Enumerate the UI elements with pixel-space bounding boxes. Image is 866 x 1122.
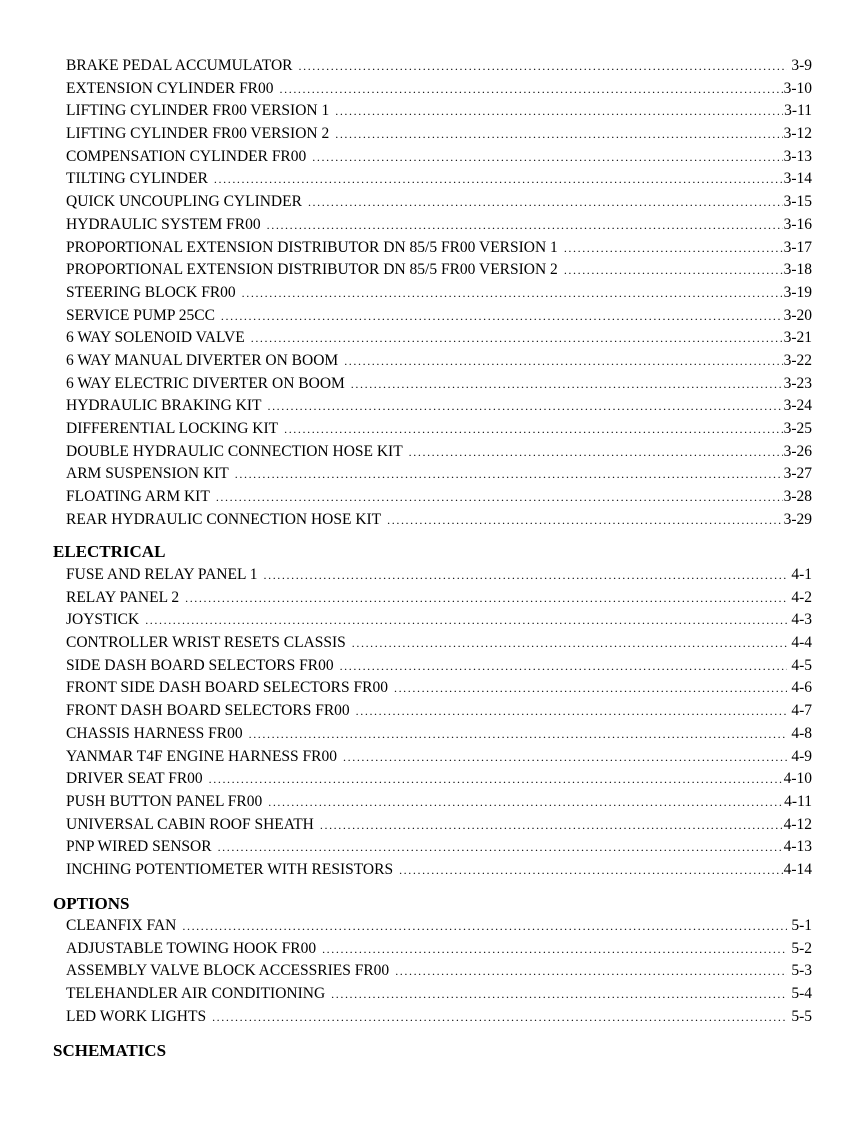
toc-entry[interactable] [66, 463, 812, 486]
toc-entry[interactable] [66, 791, 812, 814]
toc-entry-title: FRONT SIDE DASH BOARD SELECTORS FR00 [66, 679, 388, 697]
toc-entry-title: FRONT DASH BOARD SELECTORS FR00 [66, 702, 350, 720]
toc-leader-dots [343, 746, 787, 769]
toc-leader-dots [335, 100, 783, 123]
toc-entry[interactable] [66, 327, 812, 350]
toc-entry-page-number: 3-28 [783, 488, 812, 506]
toc-leader-dots [212, 1006, 787, 1029]
toc-entry[interactable] [66, 509, 812, 532]
toc-leader-dots [235, 463, 783, 486]
toc-entry-page-number: 3-26 [783, 442, 812, 460]
toc-entry[interactable] [66, 78, 812, 101]
toc-leader-dots [299, 55, 788, 78]
toc-entry[interactable] [66, 259, 812, 282]
toc-entry[interactable] [66, 350, 812, 373]
toc-entry[interactable] [66, 723, 812, 746]
toc-entry-title: FLOATING ARM KIT [66, 488, 210, 506]
toc-leader-dots [322, 938, 787, 961]
toc-leader-dots [264, 564, 788, 587]
toc-entry[interactable] [66, 418, 812, 441]
toc-entry[interactable] [66, 305, 812, 328]
toc-entry-title: CHASSIS HARNESS FR00 [66, 724, 243, 742]
toc-entry[interactable] [66, 214, 812, 237]
toc-leader-dots [267, 214, 783, 237]
electrical-heading: ELECTRICAL [53, 542, 166, 561]
toc-entry-title: 6 WAY SOLENOID VALVE [66, 329, 245, 347]
toc-entry-page-number: 4-4 [791, 634, 812, 652]
toc-entry-title: LED WORK LIGHTS [66, 1007, 207, 1025]
toc-leader-dots [216, 486, 783, 509]
toc-entry-page-number: 4-5 [791, 656, 812, 674]
toc-entry-title: QUICK UNCOUPLING CYLINDER [66, 193, 302, 211]
toc-leader-dots [308, 191, 783, 214]
toc-entry-page-number: 3-12 [783, 125, 812, 143]
toc-entry[interactable] [66, 282, 812, 305]
toc-entry-page-number: 3-18 [783, 261, 812, 279]
toc-entry-title: BRAKE PEDAL ACCUMULATOR [66, 57, 293, 74]
toc-entry[interactable] [66, 915, 812, 938]
toc-entry-page-number: 5-1 [791, 917, 812, 934]
toc-entry-title: DIFFERENTIAL LOCKING KIT [66, 420, 279, 437]
toc-entry-page-number: 3-20 [783, 306, 812, 324]
toc-entry[interactable] [66, 191, 812, 214]
toc-leader-dots [209, 768, 783, 791]
toc-entry-title: DOUBLE HYDRAULIC CONNECTION HOSE KIT [66, 442, 403, 460]
toc-entry[interactable] [66, 859, 812, 882]
toc-leader-dots [394, 677, 787, 700]
toc-leader-dots [268, 791, 783, 814]
toc-entry-page-number: 3-27 [783, 465, 812, 483]
toc-entry[interactable] [66, 373, 812, 396]
toc-entry[interactable] [66, 1006, 812, 1029]
toc-entry-title: SIDE DASH BOARD SELECTORS FR00 [66, 656, 334, 674]
toc-entry-page-number: 3-29 [783, 510, 812, 528]
toc-entry-title: PUSH BUTTON PANEL FR00 [66, 792, 263, 810]
toc-leader-dots [267, 395, 782, 418]
toc-entry-title: CLEANFIX FAN [66, 917, 177, 934]
toc-entry-title: JOYSTICK [66, 611, 140, 629]
toc-entry[interactable] [66, 441, 812, 464]
toc-entry[interactable] [66, 836, 812, 859]
toc-leader-dots [221, 305, 783, 328]
toc-leader-dots [564, 259, 783, 282]
toc-entry[interactable] [66, 168, 812, 191]
toc-entry-title: UNIVERSAL CABIN ROOF SHEATH [66, 815, 314, 833]
toc-entry-page-number: 4-3 [791, 611, 812, 629]
toc-entry-page-number: 4-11 [784, 792, 812, 810]
toc-entry-page-number: 3-13 [783, 147, 812, 165]
toc-entry-title: LIFTING CYLINDER FR00 VERSION 1 [66, 102, 330, 120]
toc-leader-dots [352, 632, 787, 655]
toc-entry-title: PNP WIRED SENSOR [66, 838, 212, 856]
toc-entry-page-number: 4-1 [791, 566, 812, 583]
toc-entry[interactable] [66, 938, 812, 961]
toc-leader-dots [218, 836, 783, 859]
toc-entry-page-number: 4-10 [783, 770, 812, 788]
toc-entry-title: ASSEMBLY VALVE BLOCK ACCESSRIES FR00 [66, 962, 390, 980]
toc-leader-dots [182, 915, 787, 938]
electrical-toc-list [66, 564, 812, 882]
toc-entry-title: DRIVER SEAT FR00 [66, 770, 203, 788]
toc-entry[interactable] [66, 677, 812, 700]
toc-leader-dots [399, 859, 783, 882]
toc-entry-title: 6 WAY ELECTRIC DIVERTER ON BOOM [66, 374, 345, 392]
toc-leader-dots [242, 282, 783, 305]
toc-entry-title: TILTING CYLINDER [66, 170, 208, 188]
toc-entry[interactable] [66, 814, 812, 837]
toc-entry[interactable] [66, 55, 812, 78]
toc-entry-title: RELAY PANEL 2 [66, 588, 180, 606]
toc-entry-title: LIFTING CYLINDER FR00 VERSION 2 [66, 125, 330, 143]
toc-entry-title: CONTROLLER WRIST RESETS CLASSIS [66, 634, 346, 652]
toc-entry[interactable] [66, 100, 812, 123]
toc-entry-page-number: 3-23 [783, 374, 812, 392]
toc-entry[interactable] [66, 123, 812, 146]
toc-entry-page-number: 3-24 [783, 397, 812, 415]
toc-leader-dots [312, 146, 782, 169]
toc-leader-dots [320, 814, 783, 837]
toc-entry-page-number: 3-21 [783, 329, 812, 347]
toc-entry-title: YANMAR T4F ENGINE HARNESS FR00 [66, 747, 338, 765]
toc-entry[interactable] [66, 587, 812, 610]
toc-entry[interactable] [66, 395, 812, 418]
toc-entry-page-number: 4-12 [783, 815, 812, 833]
toc-entry[interactable] [66, 960, 812, 983]
toc-leader-dots [335, 123, 782, 146]
toc-leader-dots [280, 78, 783, 101]
toc-leader-dots [331, 983, 787, 1006]
toc-entry-title: PROPORTIONAL EXTENSION DISTRIBUTOR DN 85/5 FR00 VERSION 1 [66, 238, 558, 256]
schematics-heading: SCHEMATICS [53, 1041, 167, 1060]
toc-entry[interactable] [66, 564, 812, 587]
toc-entry-title: ARM SUSPENSION KIT [66, 465, 229, 483]
toc-entry-page-number: 5-3 [791, 962, 812, 980]
toc-entry-page-number: 3-10 [783, 79, 812, 97]
toc-entry-page-number: 5-5 [791, 1007, 812, 1025]
toc-entry-page-number: 4-14 [783, 860, 812, 878]
toc-entry[interactable] [66, 700, 812, 723]
toc-leader-dots [249, 723, 787, 746]
toc-entry[interactable] [66, 237, 812, 260]
toc-entry-page-number: 3-25 [783, 420, 812, 437]
toc-entry-page-number: 4-6 [791, 679, 812, 697]
toc-entry-page-number: 3-15 [783, 193, 812, 211]
toc-leader-dots [409, 441, 783, 464]
toc-entry-title: 6 WAY MANUAL DIVERTER ON BOOM [66, 351, 339, 369]
toc-entry-title: EXTENSION CYLINDER FR00 [66, 79, 274, 97]
toc-entry-title: ADJUSTABLE TOWING HOOK FR00 [66, 939, 317, 957]
toc-entry-page-number: 5-4 [791, 985, 812, 1003]
options-toc-list [66, 915, 812, 1028]
toc-leader-dots [284, 418, 782, 441]
toc-leader-dots [564, 237, 783, 260]
toc-leader-dots [251, 327, 783, 350]
toc-entry-page-number: 3-22 [783, 351, 812, 369]
toc-entry-page-number: 4-7 [791, 702, 812, 720]
toc-entry-title: FUSE AND RELAY PANEL 1 [66, 566, 258, 583]
toc-entry-page-number: 3-11 [784, 102, 812, 120]
toc-entry-page-number: 3-14 [783, 170, 812, 188]
toc-entry-title: PROPORTIONAL EXTENSION DISTRIBUTOR DN 85/5 FR00 VERSION 2 [66, 261, 558, 279]
toc-entry[interactable] [66, 768, 812, 791]
toc-leader-dots [395, 960, 787, 983]
toc-entry[interactable] [66, 486, 812, 509]
toc-entry-title: HYDRAULIC SYSTEM FR00 [66, 215, 261, 233]
toc-entry[interactable] [66, 609, 812, 632]
toc-entry-title: TELEHANDLER AIR CONDITIONING [66, 985, 326, 1003]
toc-entry-page-number: 3-16 [783, 215, 812, 233]
toc-entry-title: STEERING BLOCK FR00 [66, 283, 236, 301]
toc-entry-page-number: 4-13 [783, 838, 812, 856]
toc-entry[interactable] [66, 746, 812, 769]
toc-leader-dots [387, 509, 782, 532]
toc-leader-dots [351, 373, 783, 396]
toc-entry-title: REAR HYDRAULIC CONNECTION HOSE KIT [66, 510, 382, 528]
options-heading: OPTIONS [53, 894, 130, 913]
toc-entry[interactable] [66, 983, 812, 1006]
hydraulic-toc-list [66, 55, 812, 531]
toc-entry[interactable] [66, 146, 812, 169]
toc-entry-page-number: 4-9 [791, 747, 812, 765]
toc-entry-page-number: 5-2 [791, 939, 812, 957]
toc-leader-dots [340, 655, 787, 678]
toc-leader-dots [185, 587, 787, 610]
toc-entry[interactable] [66, 655, 812, 678]
toc-entry-page-number: 3-9 [791, 57, 812, 74]
toc-leader-dots [344, 350, 782, 373]
toc-leader-dots [356, 700, 787, 723]
toc-entry-title: SERVICE PUMP 25CC [66, 306, 215, 324]
toc-entry-title: COMPENSATION CYLINDER FR00 [66, 147, 307, 165]
toc-leader-dots [214, 168, 783, 191]
toc-leader-dots [145, 609, 787, 632]
toc-entry[interactable] [66, 632, 812, 655]
toc-entry-page-number: 3-19 [783, 283, 812, 301]
toc-entry-title: HYDRAULIC BRAKING KIT [66, 397, 262, 415]
toc-entry-page-number: 3-17 [783, 238, 812, 256]
toc-entry-page-number: 4-2 [791, 588, 812, 606]
toc-entry-page-number: 4-8 [791, 724, 812, 742]
toc-entry-title: INCHING POTENTIOMETER WITH RESISTORS [66, 860, 394, 878]
